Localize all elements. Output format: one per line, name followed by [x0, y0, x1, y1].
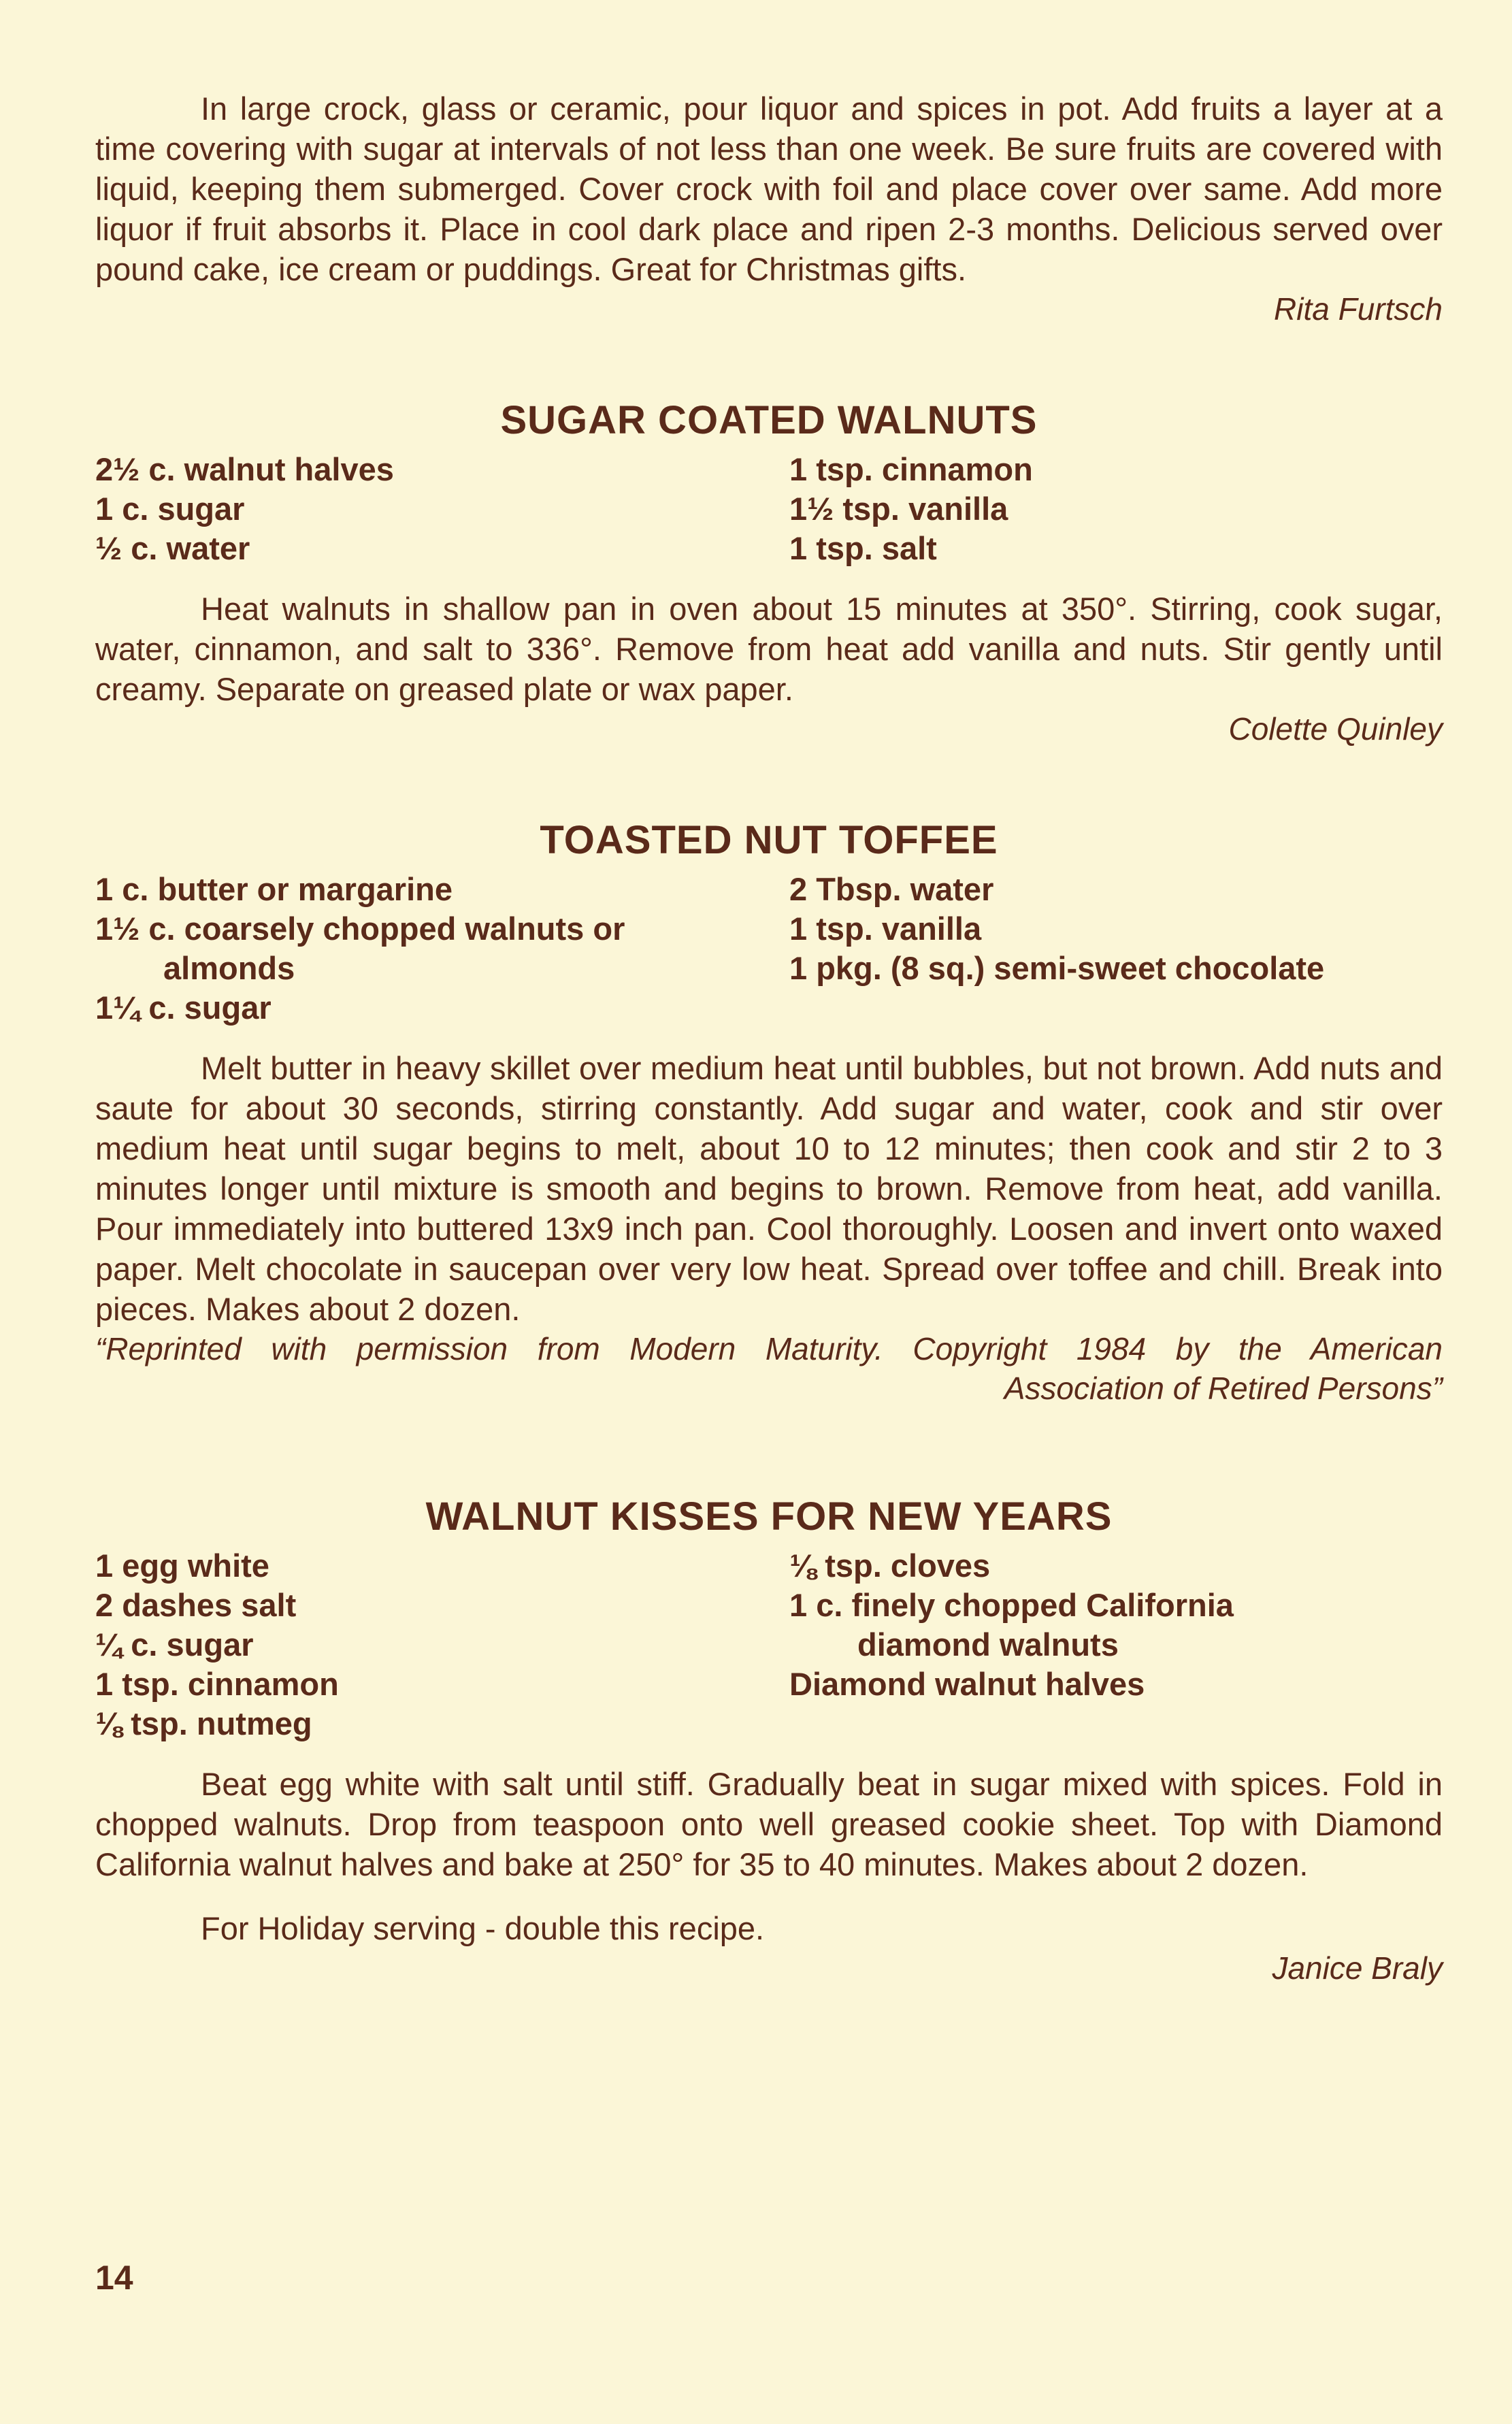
recipe-title: TOASTED NUT TOFFEE: [540, 818, 998, 862]
ingredient: ¼ c. sugar: [95, 1626, 254, 1663]
recipe-title: WALNUT KISSES FOR NEW YEARS: [425, 1494, 1113, 1539]
ingredient: 1 c. butter or margarine: [95, 871, 453, 907]
ingredient: almonds: [163, 950, 295, 986]
intro-directions: In large crock, glass or ceramic, pour liquor and spices in pot. Add fruits a layer at a time covering with sugar at intervals of not less than one week. Be sure fruits are covered with liquid, keeping them submerged. Cover crock with foil and place cover over same. Add more liquor if fruit absorbs it. Place in cool dark place and ripen 2-3 months. Delicious served over pound cake, ice cream or puddings. Great for Christmas gifts.: [95, 91, 1443, 287]
ingredient: 2½ c. walnut halves: [95, 451, 394, 487]
ingredient-column-right: [789, 1546, 1443, 1743]
credit-line: Association of Retired Persons”: [1004, 1371, 1443, 1406]
ingredient: ½ c. water: [95, 530, 250, 566]
ingredient: 1 c. sugar: [95, 491, 245, 527]
ingredient: 1 egg white: [95, 1547, 269, 1584]
ingredient: 1 c. finely chopped California: [789, 1587, 1234, 1623]
recipe-sugar-coated-walnuts: [95, 397, 1443, 749]
recipe-author: Colette Quinley: [1228, 711, 1443, 747]
ingredient-column-right: [789, 450, 1443, 568]
recipe-page: [95, 88, 1443, 1988]
ingredient: diamond walnuts: [857, 1626, 1119, 1663]
recipe-directions: Beat egg white with salt until stiff. Gradually beat in sugar mixed with spices. Fold in chopped walnuts. Drop from teaspoon onto well greased cookie sheet. Top with Diamond California walnut halves and bake at 250° for 35 to 40 minutes. Makes about 2 dozen.: [95, 1766, 1443, 1882]
ingredient-list: [95, 1546, 1443, 1743]
ingredient: 1 tsp. cinnamon: [95, 1666, 339, 1702]
ingredient: ⅛ tsp. nutmeg: [95, 1705, 312, 1741]
ingredient-list: [95, 870, 1443, 1028]
recipe-author: Janice Braly: [1272, 1950, 1443, 1986]
ingredient-column-left: [95, 450, 789, 568]
ingredient: 1 tsp. vanilla: [789, 911, 982, 947]
recipe-title: SUGAR COATED WALNUTS: [500, 398, 1038, 442]
recipe-walnut-kisses: [95, 1493, 1443, 1988]
ingredient: 1 tsp. cinnamon: [789, 451, 1033, 487]
ingredient: 1 pkg. (8 sq.) semi-sweet chocolate: [789, 950, 1325, 986]
intro-author: Rita Furtsch: [1274, 291, 1443, 327]
ingredient: 2 Tbsp. water: [789, 871, 994, 907]
ingredient-list: [95, 450, 1443, 568]
recipe-toasted-nut-toffee: [95, 817, 1443, 1408]
ingredient: 1½ tsp. vanilla: [789, 491, 1008, 527]
reprint-credit: [95, 1329, 1443, 1408]
ingredient: 1½ c. coarsely chopped walnuts or: [95, 911, 625, 947]
recipe-directions: Melt butter in heavy skillet over medium heat until bubbles, but not brown. Add nuts and saute for about 30 seconds, stirring constantly. Add sugar and water, cook and stir over medium heat until sugar begins to melt, about 10 to 12 minutes; then cook and stir 2 to 3 minutes longer until mixture is smooth and begins to brown. Remove from heat, add vanilla. Pour immediately into buttered 13x9 inch pan. Cool thoroughly. Loosen and invert onto waxed paper. Melt chocolate in saucepan over very low heat. Spread over toffee and chill. Break into pieces. Makes about 2 dozen.: [95, 1050, 1443, 1327]
recipe-note: For Holiday serving - double this recipe.: [201, 1910, 765, 1946]
recipe-directions: Heat walnuts in shallow pan in oven about 15 minutes at 350°. Stirring, cook sugar, water, cinnamon, and salt to 336°. Remove from heat add vanilla and nuts. Stir gently until creamy. Separate on greased plate or wax paper.: [95, 591, 1443, 707]
credit-line: “Reprinted with permission from Modern Maturity. Copyright 1984 by the American: [95, 1331, 1443, 1366]
ingredient: 1 tsp. salt: [789, 530, 937, 566]
page-number: 14: [95, 2259, 133, 2297]
ingredient: ⅛ tsp. cloves: [789, 1547, 991, 1584]
ingredient: 1¼ c. sugar: [95, 989, 272, 1026]
ingredient-column-left: [95, 870, 789, 1028]
ingredient: 2 dashes salt: [95, 1587, 297, 1623]
ingredient-column-right: [789, 870, 1443, 1028]
ingredient-column-left: [95, 1546, 789, 1743]
ingredient: Diamond walnut halves: [789, 1666, 1145, 1702]
